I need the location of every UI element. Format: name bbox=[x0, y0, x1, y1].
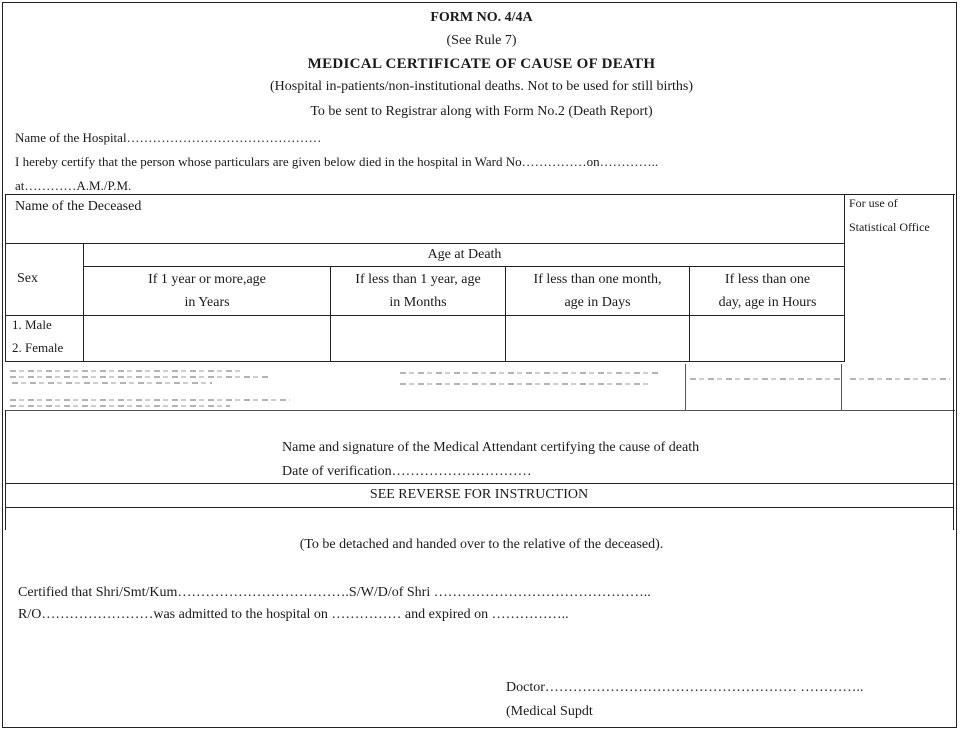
sex-header: Sex bbox=[17, 271, 38, 286]
attendant-signature-line: Name and signature of the Medical Attendant certifying the cause of death bbox=[282, 440, 700, 455]
time-line: at…………A.M./P.M. bbox=[15, 178, 132, 193]
years-header-line1: If 1 year or more,age bbox=[148, 272, 266, 287]
months-header-line1: If less than 1 year, age bbox=[355, 272, 481, 287]
deceased-name-label: Name of the Deceased bbox=[15, 199, 142, 214]
months-header-line2: in Months bbox=[389, 295, 447, 310]
sex-option-male: 1. Male bbox=[12, 317, 52, 332]
years-header-line2: in Years bbox=[184, 295, 230, 310]
days-header-line2: age in Days bbox=[564, 295, 631, 310]
faded-region-border bbox=[5, 410, 955, 411]
age-header-border bbox=[83, 266, 845, 267]
sex-option-female: 2. Female bbox=[12, 340, 64, 355]
hours-header-line2: day, age in Hours bbox=[718, 295, 817, 310]
send-to-registrar: To be sent to Registrar along with Form No.2 (Death Report) bbox=[310, 104, 653, 119]
statistical-office-label-2: Statistical Office bbox=[849, 220, 930, 234]
see-reverse-banner: SEE REVERSE FOR INSTRUCTION bbox=[369, 487, 589, 502]
banner-bottom-border bbox=[5, 507, 954, 508]
days-header-line1: If less than one month, bbox=[533, 272, 662, 287]
outer-right-border bbox=[953, 194, 954, 530]
medical-supdt-label: (Medical Supdt bbox=[506, 704, 593, 719]
table-left-border bbox=[5, 194, 6, 362]
form-number: FORM NO. 4/4A bbox=[430, 10, 533, 25]
certificate-subtitle: (Hospital in-patients/non-institutional deaths. Not to be used for still births) bbox=[269, 79, 694, 94]
hospital-name-line: Name of the Hospital……………………………………… bbox=[15, 130, 322, 145]
lower-left-border bbox=[5, 410, 6, 530]
verification-date-line: Date of verification………………………… bbox=[282, 464, 532, 479]
certified-that-line: Certified that Shri/Smt/Kum……………………………….S/W/D/of Shri ……………………………………….. bbox=[18, 585, 651, 600]
column-header-border bbox=[5, 315, 845, 316]
doctor-signature-line: Doctor……………………………………………… ………….. bbox=[506, 680, 864, 695]
table-bottom-border bbox=[5, 361, 845, 362]
hours-header-line1: If less than one bbox=[724, 272, 811, 287]
statistical-office-label-1: For use of bbox=[849, 196, 898, 210]
detach-note: (To be detached and handed over to the relative of the deceased). bbox=[299, 537, 664, 552]
age-at-death-header: Age at Death bbox=[427, 247, 502, 262]
admitted-expired-line: R/O……………………was admitted to the hospital on …………… and expired on …………….. bbox=[18, 607, 569, 622]
table-top-border bbox=[5, 194, 955, 195]
rule-reference: (See Rule 7) bbox=[446, 33, 517, 48]
certificate-title: MEDICAL CERTIFICATE OF CAUSE OF DEATH bbox=[307, 56, 656, 72]
certify-ward-line: I hereby certify that the person whose particulars are given below died in the hospital in Ward No……………on………….. bbox=[15, 154, 659, 169]
